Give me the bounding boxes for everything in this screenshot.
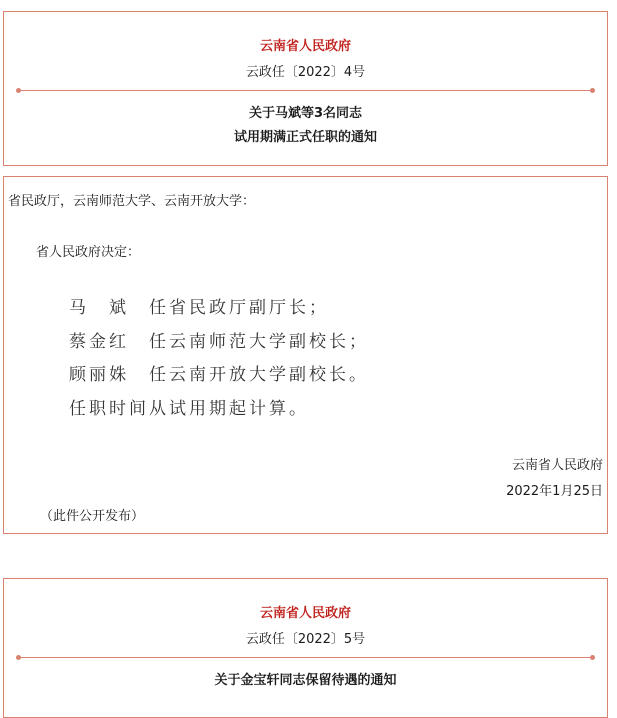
notice-title-line-2: 试用期满正式任职的通知 — [233, 130, 377, 145]
appointment-row — [69, 360, 369, 385]
issuer-name: 云南省人民政府 — [259, 606, 351, 621]
term-note: 任职时间从试用期起计算。 — [69, 399, 309, 419]
notice-header-2 — [3, 578, 608, 718]
issuer-name: 云南省人民政府 — [259, 39, 351, 54]
header-divider — [18, 657, 593, 658]
notice-title-line-1: 关于马斌等3名同志 — [248, 106, 363, 121]
appointee-position: 任省民政厅副厅长； — [149, 298, 329, 318]
addressees: 省民政厅，云南师范大学、云南开放大学： — [8, 194, 256, 209]
appointee-position: 任云南师范大学副校长； — [149, 332, 369, 352]
decision-intro: 省人民政府决定： — [36, 245, 141, 260]
notice-body-1 — [3, 176, 608, 534]
date: 2022年1月25日 — [506, 484, 603, 499]
header-divider — [18, 90, 593, 91]
appointee-name: 蔡金红 — [69, 332, 129, 352]
appointment-row — [69, 293, 329, 318]
notice-header-1 — [3, 11, 608, 166]
appointment-row — [69, 327, 369, 352]
notice-title-line-1: 关于金宝轩同志保留待遇的通知 — [214, 673, 397, 688]
appointee-name: 马 斌 — [69, 298, 129, 318]
signature: 云南省人民政府 — [511, 458, 603, 473]
document-number: 云政任〔2022〕5号 — [245, 632, 366, 647]
appointee-name: 顾丽姝 — [69, 365, 129, 385]
publication-note: （此件公开发布） — [40, 509, 145, 524]
document-number: 云政任〔2022〕4号 — [245, 65, 366, 80]
appointee-position: 任云南开放大学副校长。 — [149, 365, 369, 385]
